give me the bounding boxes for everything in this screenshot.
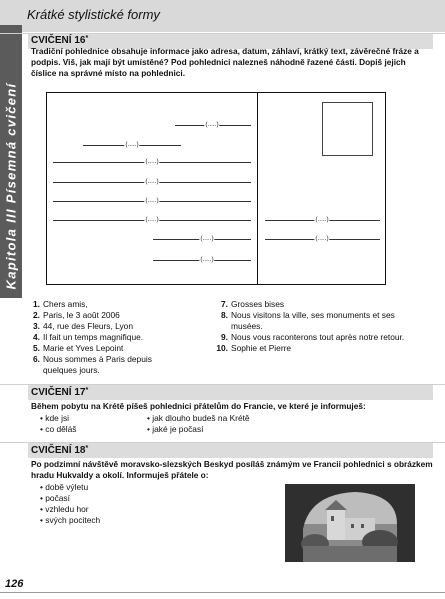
bullet-item: • vzhledu hor	[40, 504, 89, 514]
bullet-item: • kde jsi	[40, 413, 70, 423]
postcard-template	[46, 92, 386, 285]
list-item: 2. Paris, le 3 août 2006	[33, 310, 120, 320]
items-left-column	[24, 299, 204, 376]
bullet-item: • co děláš	[40, 424, 77, 434]
chapter-label: Kapitola III Písemná cvičení	[3, 82, 19, 290]
section-bar-18	[28, 443, 433, 458]
blank-marker: (.....)	[315, 235, 329, 242]
page-number: 126	[5, 578, 24, 590]
list-item: 8. Nous visitons la ville, ses monuments et ses musées.	[221, 310, 395, 331]
list-item: 5. Marie et Yves Lepoint	[33, 343, 124, 353]
exercise-18-instruction: Po podzimní návštěvě moravsko-slezských Beskyd posíláš známým ve Francii pohlednici s obrázkem hradu Hukvaldy a okolí. Informuješ přátele o:	[31, 459, 433, 480]
blank-marker: (.....)	[145, 158, 159, 165]
bullet-item: • svých pocitech	[40, 515, 101, 525]
bullet-item: • jak dlouho budeš na Krétě	[147, 413, 250, 423]
castle-photo	[285, 484, 415, 562]
header-title: Krátké stylistické formy	[27, 7, 160, 22]
stamp-box	[322, 102, 373, 156]
bullet-item: • době výletu	[40, 482, 89, 492]
blank-marker: (.....)	[200, 235, 214, 242]
blank-marker: (.....)	[205, 121, 219, 128]
blank-marker: (.....)	[125, 141, 139, 148]
exercise-17-instruction: Během pobytu na Krétě píšeš pohlednici přátelům do Francie, ve které je informuješ:	[31, 401, 366, 411]
exercise-16-title: CVIČENÍ 16*	[31, 35, 89, 46]
page-header	[0, 0, 445, 32]
list-item: 4. Il fait un temps magnifique.	[33, 332, 144, 342]
blank-marker: (.....)	[145, 178, 159, 185]
postcard-divider	[257, 93, 258, 284]
section-bar-17	[28, 385, 433, 400]
list-item: 1. Chers amis,	[33, 299, 88, 309]
bullet-item: • počasí	[40, 493, 70, 503]
footer-line	[0, 592, 445, 593]
exercise-17-title: CVIČENÍ 17*	[31, 387, 89, 398]
chapter-sidebar	[0, 25, 22, 298]
exercise-18-title: CVIČENÍ 18*	[31, 445, 89, 456]
bullet-item: • jaké je počasí	[147, 424, 204, 434]
blank-marker: (.....)	[315, 216, 329, 223]
blank-marker: (.....)	[145, 216, 159, 223]
items-right-column	[212, 299, 422, 354]
list-item: 10. Sophie et Pierre	[216, 343, 292, 353]
list-item: 9. Nous vous raconterons tout après notre retour.	[221, 332, 405, 342]
list-item: 6. Nous sommes à Paris depuis quelques jours.	[33, 354, 152, 375]
castle-photo-icon	[285, 484, 415, 562]
list-item: 3. 44, rue des Fleurs, Lyon	[33, 321, 134, 331]
exercise-16-instruction: Tradiční pohlednice obsahuje informace jako adresa, datum, záhlaví, krátký text, závěrečné fráze a podpis. Viš, jak mají být umístěné? Pod pohlednici nalezneš náhodně řazené části. Dopiš jejich číslice na správné místo na pohlednici.	[31, 46, 419, 78]
list-item: 7. Grosses bises	[221, 299, 285, 309]
blank-marker: (.....)	[200, 256, 214, 263]
blank-marker: (.....)	[145, 197, 159, 204]
